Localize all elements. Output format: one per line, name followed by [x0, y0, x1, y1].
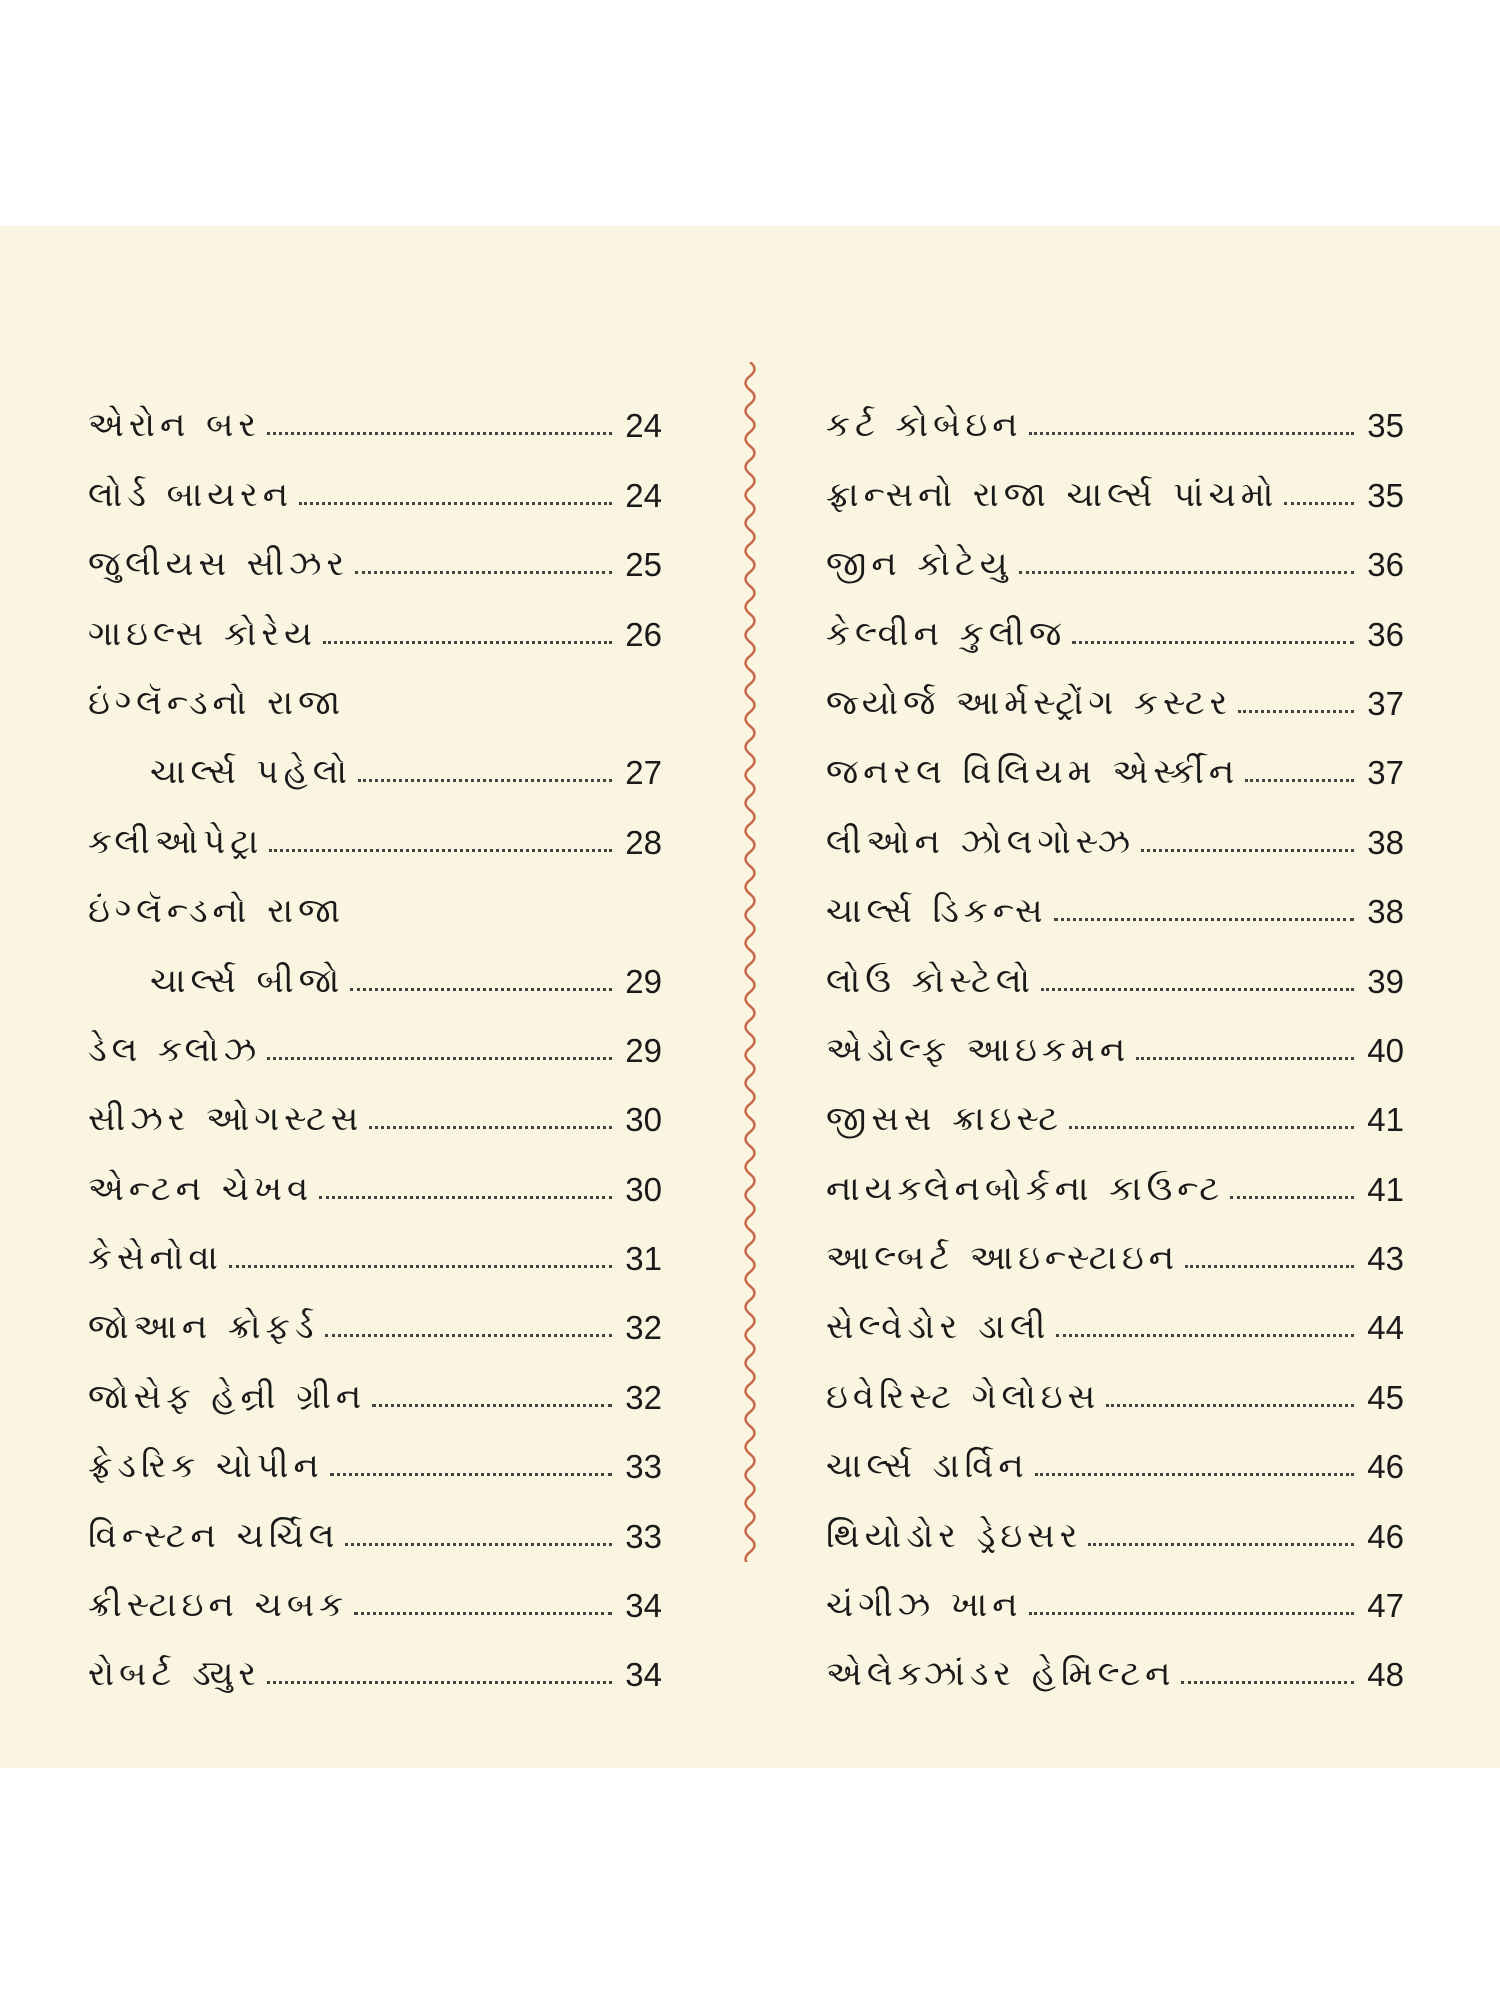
toc-entry-page: 40: [1367, 1031, 1404, 1069]
dot-leader: [1185, 1265, 1354, 1268]
dot-leader: [1136, 1057, 1354, 1060]
toc-entry-title: જ્યોર્જ આર્મસ્ટ્રોંગ કસ્ટર: [826, 682, 1233, 723]
toc-entry-title: જીન કોટેયુ: [826, 544, 1013, 585]
dot-leader: [372, 1404, 612, 1407]
dot-leader: [267, 432, 612, 435]
toc-entry-page: 24: [625, 476, 662, 514]
toc-entry: [88, 931, 662, 1000]
toc-entry: [88, 1070, 662, 1139]
toc-entry-title: ફ્રાન્સનો રાજા ચાર્લ્સ પાંચમો: [826, 474, 1279, 515]
toc-entry-title: સેલ્વેડોર ડાલી: [826, 1307, 1051, 1348]
toc-entry-page: 25: [625, 546, 662, 584]
toc-right-column: [826, 376, 1404, 1694]
toc-entry: [88, 1001, 662, 1070]
dot-leader: [269, 849, 612, 852]
toc-entry: [88, 376, 662, 445]
toc-entry-page: 29: [625, 1031, 662, 1069]
toc-entry-title: ગાઇલ્સ કોરેય: [88, 613, 317, 654]
toc-entry-page: 41: [1367, 1170, 1404, 1208]
toc-entry-title: ચાર્લ્સ ડિકન્સ: [826, 891, 1048, 932]
toc-entry-page: 41: [1367, 1101, 1404, 1139]
wavy-divider: [735, 362, 765, 1562]
dot-leader: [1035, 1473, 1354, 1476]
dot-leader: [325, 1334, 613, 1337]
toc-entry-title: ઇંગ્લૅન્ડનો રાજા: [88, 891, 346, 932]
dot-leader: [330, 1473, 612, 1476]
dot-leader: [354, 1612, 612, 1615]
toc-entry-page: 31: [625, 1240, 662, 1278]
dot-leader: [267, 1057, 612, 1060]
dot-leader: [1284, 502, 1354, 505]
dot-leader: [355, 571, 612, 574]
toc-entry-page: 38: [1367, 893, 1404, 931]
toc-entry: [826, 1139, 1404, 1208]
toc-entry-page: 32: [625, 1378, 662, 1416]
toc-entry-title: ફ્રેડરિક ચોપીન: [88, 1446, 324, 1487]
dot-leader: [1029, 1612, 1354, 1615]
toc-entry-title: થિયોડોર ડ્રેઇસર: [826, 1515, 1083, 1556]
dot-leader: [1069, 1126, 1354, 1129]
toc-entry-title: જનરલ વિલિયમ એર્સ્કીન: [826, 752, 1240, 793]
toc-entry-page: 28: [625, 823, 662, 861]
toc-entry: [88, 584, 662, 653]
dot-leader: [319, 1196, 612, 1199]
toc-entry-page: 37: [1367, 754, 1404, 792]
toc-entry-title: ક્લીઓપેટ્રા: [88, 821, 264, 862]
toc-entry-page: 30: [625, 1170, 662, 1208]
toc-entry-page: 36: [1367, 615, 1404, 653]
toc-entry-title: ચાર્લ્સ પહેલો: [150, 752, 353, 793]
toc-entry-title: નાયક્લેનબોર્કના કાઉન્ટ: [826, 1168, 1225, 1209]
toc-entry-title: કેલ્વીન કુલીજ: [826, 613, 1067, 654]
dot-leader: [358, 779, 612, 782]
toc-entry: [88, 1417, 662, 1486]
toc-entry: [826, 931, 1404, 1000]
toc-entry-page: 33: [625, 1448, 662, 1486]
dot-leader: [1054, 918, 1355, 921]
toc-entry: [88, 1209, 662, 1278]
dot-leader: [1088, 1543, 1354, 1546]
dot-leader: [1181, 1681, 1354, 1684]
dot-leader: [323, 641, 612, 644]
toc-entry-page: 34: [625, 1587, 662, 1625]
toc-entry-title: એલેક્ઝાંડર હેમિલ્ટન: [826, 1654, 1176, 1695]
toc-entry-title: એરોન બર: [88, 405, 261, 446]
toc-entry-page: 45: [1367, 1378, 1404, 1416]
toc-entry-page: 48: [1367, 1656, 1404, 1694]
toc-entry: [826, 654, 1404, 723]
dot-leader: [1106, 1404, 1354, 1407]
toc-entry: [88, 1556, 662, 1625]
toc-entry-heading: [88, 862, 662, 931]
toc-entry-title: ઇંગ્લૅન્ડનો રાજા: [88, 682, 346, 723]
dot-leader: [1072, 641, 1354, 644]
toc-entry: [88, 1139, 662, 1208]
toc-entry-page: 33: [625, 1517, 662, 1555]
toc-entry-page: 39: [1367, 962, 1404, 1000]
toc-entry: [88, 1486, 662, 1555]
toc-entry-title: ડેલ ક્લોઝ: [88, 1029, 262, 1070]
toc-entry: [826, 376, 1404, 445]
toc-entry: [88, 723, 662, 792]
toc-entry-page: 35: [1367, 476, 1404, 514]
toc-entry-title: આલ્બર્ટ આઇન્સ્ટાઇન: [826, 1238, 1180, 1279]
toc-entry: [88, 515, 662, 584]
toc-entry: [826, 1209, 1404, 1278]
toc-entry-page: 29: [625, 962, 662, 1000]
toc-entry-page: 47: [1367, 1587, 1404, 1625]
toc-entry-page: 34: [625, 1656, 662, 1694]
toc-entry-page: 30: [625, 1101, 662, 1139]
toc-entry-title: ક્રીસ્ટાઇન ચબક: [88, 1585, 349, 1626]
book-page: [0, 226, 1500, 1768]
toc-entry: [88, 792, 662, 861]
toc-entry-page: 35: [1367, 407, 1404, 445]
toc-entry-page: 26: [625, 615, 662, 653]
toc-entry: [826, 862, 1404, 931]
toc-entry: [826, 1625, 1404, 1694]
toc-entry-title: સીઝર ઓગસ્ટસ: [88, 1099, 364, 1140]
dot-leader: [299, 502, 612, 505]
dot-leader: [267, 1681, 612, 1684]
toc-entry: [826, 723, 1404, 792]
toc-entry-page: 43: [1367, 1240, 1404, 1278]
dot-leader: [1041, 988, 1354, 991]
toc-entry: [826, 515, 1404, 584]
toc-entry: [826, 445, 1404, 514]
toc-entry: [826, 584, 1404, 653]
dot-leader: [1019, 571, 1354, 574]
toc-entry-title: લોઉ કોસ્ટેલો: [826, 960, 1036, 1001]
toc-entry: [88, 445, 662, 514]
toc-entry-title: ચાર્લ્સ ડાર્વિન: [826, 1446, 1029, 1487]
toc-entry-title: વિન્સ્ટન ચર્ચિલ: [88, 1515, 340, 1556]
toc-entry: [826, 1417, 1404, 1486]
toc-entry-heading: [88, 654, 662, 723]
toc-entry: [88, 1625, 662, 1694]
toc-entry: [88, 1347, 662, 1416]
dot-leader: [1245, 779, 1354, 782]
toc-entry-title: કેસેનોવા: [88, 1238, 223, 1279]
dot-leader: [369, 1126, 612, 1129]
dot-leader: [229, 1265, 612, 1268]
dot-leader: [1238, 710, 1354, 713]
toc-entry-title: લોર્ડ બાયરન: [88, 474, 294, 515]
toc-entry-page: 36: [1367, 546, 1404, 584]
toc-entry: [826, 1001, 1404, 1070]
dot-leader: [1230, 1196, 1354, 1199]
toc-entry-title: એન્ટન ચેખવ: [88, 1168, 314, 1209]
toc-entry: [88, 1278, 662, 1347]
dot-leader: [1029, 432, 1354, 435]
toc-left-column: [88, 376, 662, 1694]
toc-entry: [826, 1486, 1404, 1555]
toc-entry-title: જુલીયસ સીઝર: [88, 544, 350, 585]
toc-entry-page: 46: [1367, 1517, 1404, 1555]
toc-entry-title: એડોલ્ફ આઇકમન: [826, 1029, 1131, 1070]
toc-entry: [826, 1556, 1404, 1625]
toc-entry-page: 46: [1367, 1448, 1404, 1486]
toc-entry-page: 38: [1367, 823, 1404, 861]
toc-entry-title: કર્ટ કોબેઇન: [826, 405, 1023, 446]
toc-entry: [826, 1278, 1404, 1347]
toc-entry: [826, 1070, 1404, 1139]
dot-leader: [345, 1543, 612, 1546]
dot-leader: [1141, 849, 1354, 852]
dot-leader: [350, 988, 612, 991]
toc-entry-page: 37: [1367, 684, 1404, 722]
toc-entry-page: 27: [625, 754, 662, 792]
toc-entry-page: 32: [625, 1309, 662, 1347]
toc-entry-page: 24: [625, 407, 662, 445]
toc-entry-title: રોબર્ટ ડ્યુર: [88, 1654, 261, 1695]
toc-entry-title: ચાર્લ્સ બીજો: [150, 960, 345, 1001]
toc-entry: [826, 792, 1404, 861]
toc-entry-title: જોસેફ હેન્રી ગ્રીન: [88, 1376, 367, 1417]
toc-entry-title: જીસસ ક્રાઇસ્ટ: [826, 1099, 1064, 1140]
toc-entry: [826, 1347, 1404, 1416]
toc-entry-title: જોઆન ક્રોફર્ડ: [88, 1307, 319, 1348]
toc-entry-title: ઇવેરિસ્ટ ગેલોઇસ: [826, 1376, 1101, 1417]
toc-entry-title: ચંગીઝ ખાન: [826, 1585, 1023, 1626]
toc-entry-title: લીઓન ઝોલગોસ્ઝ: [826, 821, 1136, 862]
toc-entry-page: 44: [1367, 1309, 1404, 1347]
dot-leader: [1056, 1334, 1354, 1337]
